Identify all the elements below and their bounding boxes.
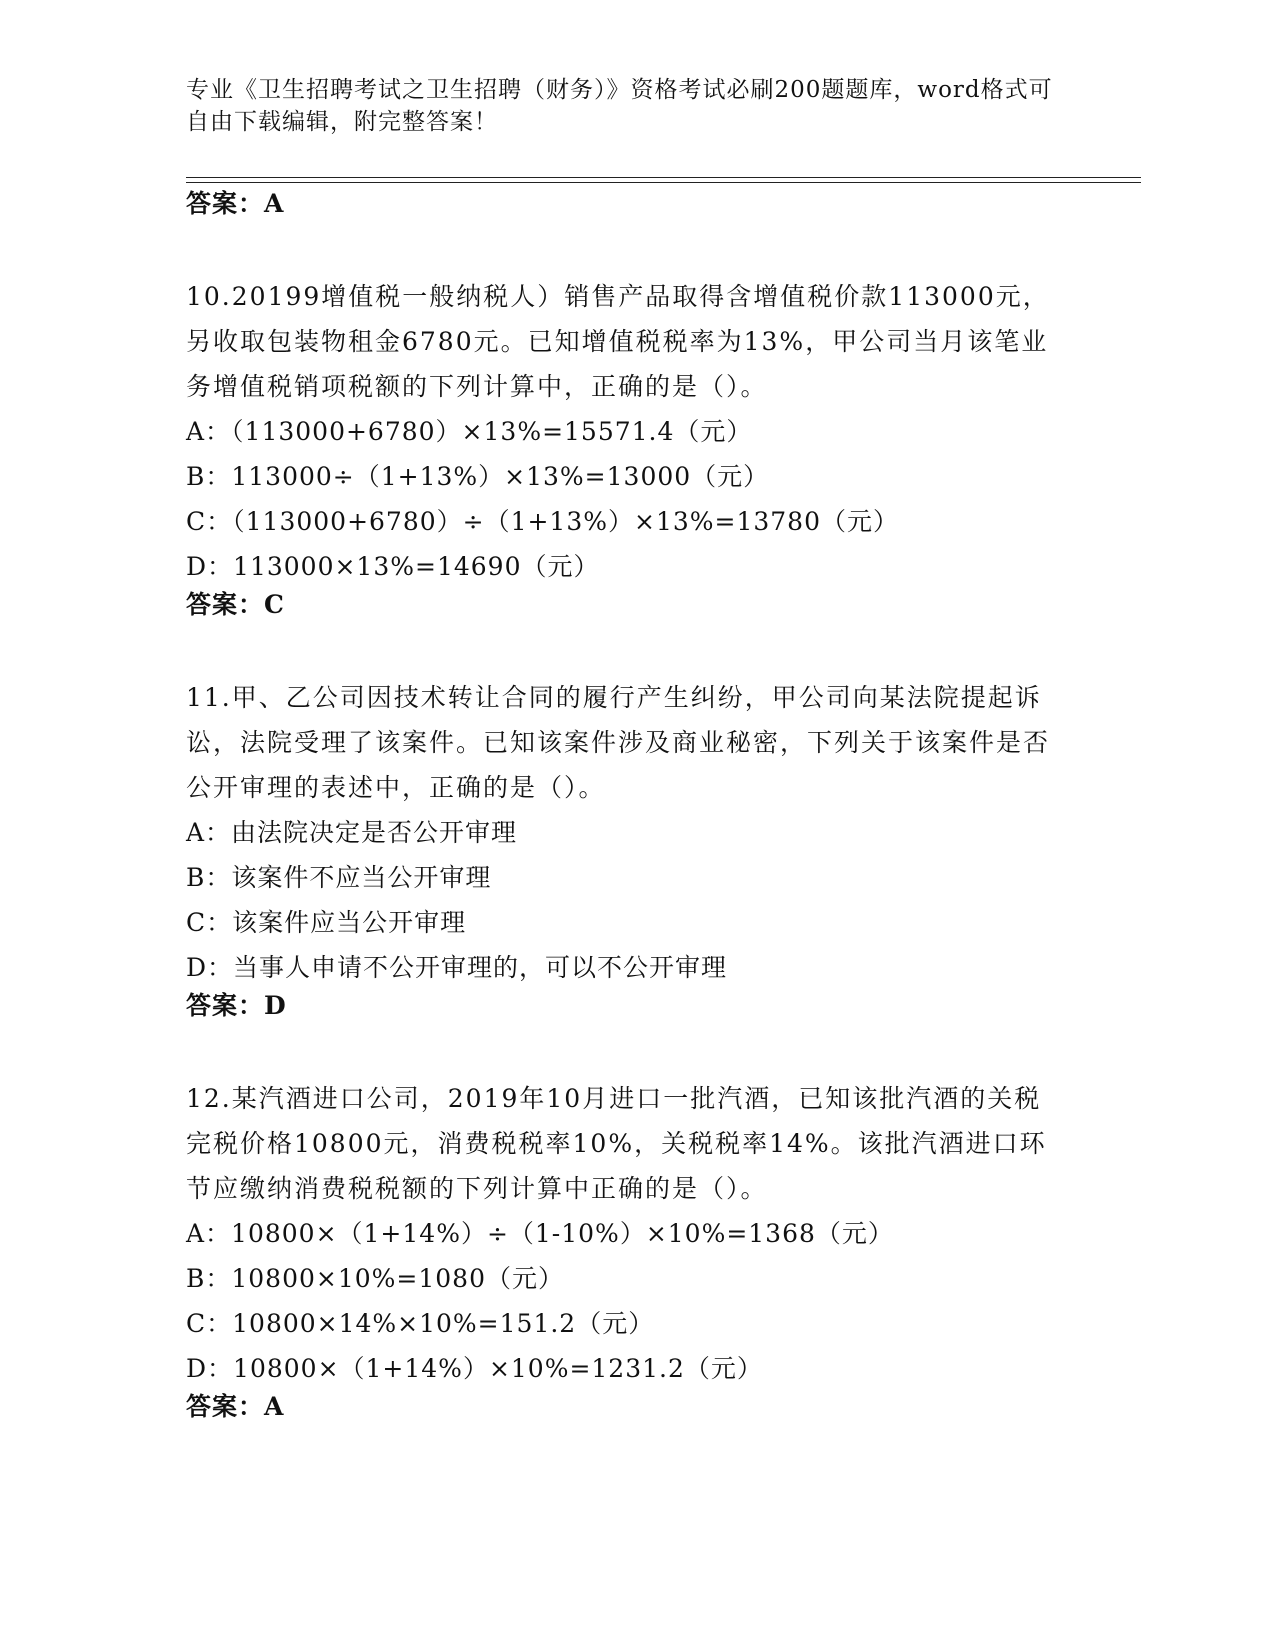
option-c: C：该案件应当公开审理 — [186, 908, 467, 937]
option-d: D：当事人申请不公开审理的，可以不公开审理 — [186, 953, 728, 982]
option-c: C：（113000+6780）÷（1+13%）×13%=13780（元） — [186, 507, 899, 536]
document-body — [186, 188, 1066, 1423]
question-stem: 12.某汽酒进口公司，2019年10月进口一批汽酒，已知该批汽酒的关税完税价格10800元，消费税税率10%，关税税率14%。该批汽酒进口环节应缴纳消费税税额的下列计算中正确的是（）。 — [186, 1084, 1047, 1203]
option-d: D：113000×13%=14690（元） — [186, 552, 600, 581]
question-11 — [186, 675, 1066, 1022]
option-b: B：该案件不应当公开审理 — [186, 863, 492, 892]
previous-answer: 答案：A — [186, 189, 285, 218]
option-a: A：（113000+6780）×13%=15571.4（元） — [186, 417, 753, 446]
question-12 — [186, 1076, 1066, 1423]
question-answer: 答案：A — [186, 1392, 285, 1421]
document-header: 专业《卫生招聘考试之卫生招聘（财务）》资格考试必刷200题题库，word格式可自由下载编辑，附完整答案！ — [186, 77, 1053, 135]
option-b: B：10800×10%=1080（元） — [186, 1264, 564, 1293]
option-c: C：10800×14%×10%=151.2（元） — [186, 1309, 655, 1338]
option-a: A：10800×（1+14%）÷（1-10%）×10%=1368（元） — [186, 1219, 894, 1248]
question-answer: 答案：C — [186, 590, 285, 619]
header-divider-top — [186, 177, 1141, 178]
question-answer: 答案：D — [186, 991, 287, 1020]
header-divider-bottom — [186, 182, 1141, 183]
question-10 — [186, 274, 1066, 621]
question-stem: 10.20199增值税一般纳税人）销售产品取得含增值税价款113000元，另收取包装物租金6780元。已知增值税税率为13%，甲公司当月该笔业务增值税销项税额的下列计算中，正确的是（）。 — [186, 282, 1050, 401]
question-stem: 11.甲、乙公司因技术转让合同的履行产生纠纷，甲公司向某法院提起诉讼，法院受理了该案件。已知该案件涉及商业秘密，下列关于该案件是否公开审理的表述中，正确的是（）。 — [186, 683, 1051, 802]
option-d: D：10800×（1+14%）×10%=1231.2（元） — [186, 1354, 763, 1383]
option-b: B：113000÷（1+13%）×13%=13000（元） — [186, 462, 770, 491]
option-a: A：由法院决定是否公开审理 — [186, 818, 518, 847]
